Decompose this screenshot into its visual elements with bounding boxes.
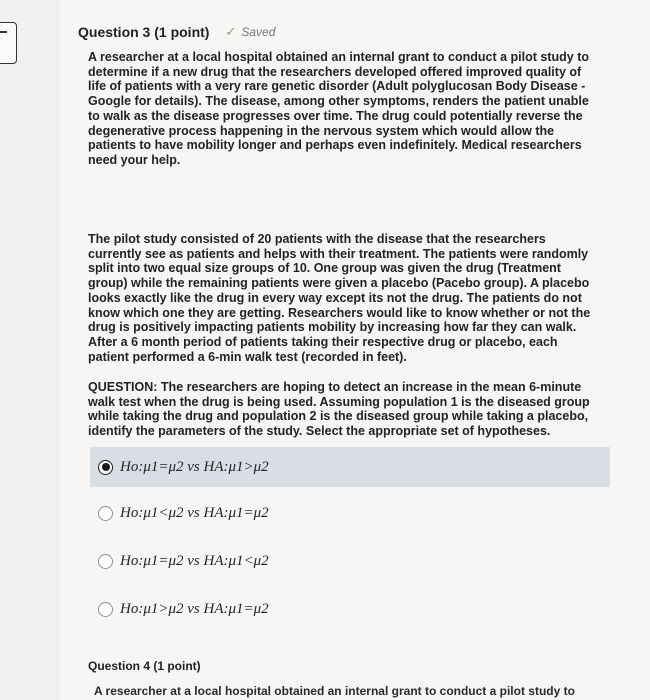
answer-option-label: Ho:μ1=μ2 vs HA:μ1>μ2 <box>120 458 269 475</box>
question-3-title: Question 3 (1 point) <box>78 24 210 40</box>
answer-option-label: Ho:μ1=μ2 vs HA:μ1<μ2 <box>120 553 269 569</box>
answer-option-3[interactable] <box>90 540 610 583</box>
answer-option-label: Ho:μ1<μ2 vs HA:μ1=μ2 <box>120 505 269 521</box>
question-3-intro: A researcher at a local hospital obtained an internal grant to conduct a pilot study to determine if a new drug that the researchers developed offered improved quality of life of patients with a very rare genetic disorder (Adult polyglucosan Body Disease - Google for details). The disease, among other symptoms, renders the patient unable to walk as the disease progresses over time. The drug could potentially reverse the degenerative process happening in the nervous system which would allow the patients to have mobility longer and perhaps even indefinitely. Medical researchers need your help. <box>88 50 590 167</box>
checkmark-icon: ✓ <box>225 24 237 39</box>
question-3-prompt: QUESTION: The researchers are hoping to detect an increase in the mean 6-minute walk test when the drug is being used. Assuming population 1 is the diseased group while taking the drug and population 2 is the diseased group while taking a placebo, identify the parameters of the study. Select the appropriate set of hypotheses. <box>88 380 590 439</box>
question-4-title: Question 4 (1 point) <box>88 659 201 673</box>
radio-button-selected[interactable] <box>98 460 113 475</box>
answer-option-4[interactable] <box>90 588 610 631</box>
radio-button[interactable] <box>98 554 113 569</box>
side-panel-toggle[interactable] <box>0 22 17 64</box>
radio-button[interactable] <box>98 602 113 617</box>
question-3-study-description: The pilot study consisted of 20 patients with the disease that the researchers currently see as patients and helps with their treatment. The patients were randomly split into two equal size groups of 10. One group was given the drug (Treatment group) while the remaining patients were given a placebo (Pacebo group). A placebo looks exactly like the drug in every way except its not the drug. The patients do not know which one they are getting. Researchers would like to know whether or not the drug is positively impacting patients mobility by increasing how far they can walk. After a 6 month period of patients taking their respective drug or placebo, each patient performed a 6-min walk test (recorded in feet). <box>88 232 591 364</box>
question-4-intro: A researcher at a local hospital obtained an internal grant to conduct a pilot study to <box>94 684 575 698</box>
answer-option-1[interactable] <box>90 447 610 487</box>
saved-status <box>225 24 275 40</box>
radio-button[interactable] <box>98 506 113 521</box>
answer-options <box>90 447 610 636</box>
question-3-header <box>78 24 275 40</box>
answer-option-2[interactable] <box>90 492 610 535</box>
answer-option-label: Ho:μ1>μ2 vs HA:μ1=μ2 <box>120 601 269 617</box>
quiz-page <box>60 0 650 700</box>
saved-label: Saved <box>241 25 276 39</box>
